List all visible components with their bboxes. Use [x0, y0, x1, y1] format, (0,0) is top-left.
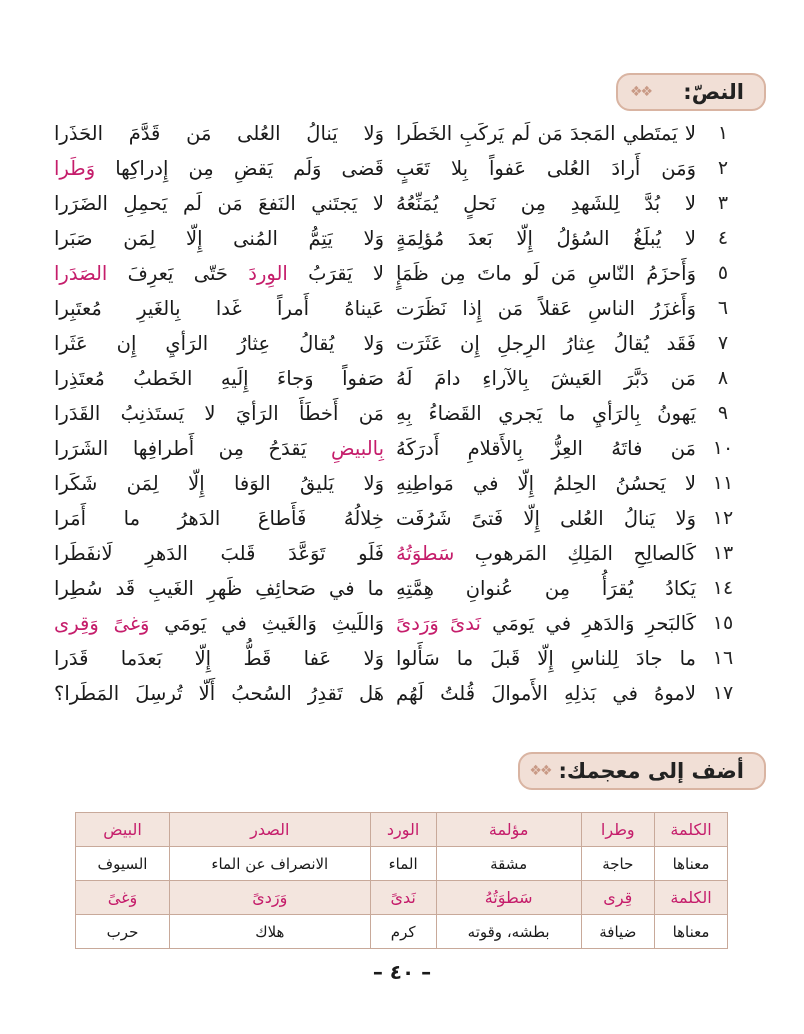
table-cell: قِرى — [581, 881, 654, 915]
second-hemistich — [54, 157, 384, 180]
poem-line — [0, 398, 804, 433]
ornament-icon: ❖❖ — [630, 84, 652, 100]
table-cell: سَطوَتُهُ — [436, 881, 581, 915]
highlighted-word: بِالبيضِ — [331, 437, 384, 460]
line-number: ١٦ — [712, 647, 734, 669]
page-number: – ٤٠ – — [372, 960, 432, 984]
second-hemistich: صَفواً وَجاءَ إِلَيهِ الخَطبُ مُعتَذِرا — [54, 367, 384, 390]
highlighted-word: وَطَرا — [54, 157, 96, 180]
line-number: ١٤ — [712, 577, 734, 599]
second-hemistich — [54, 262, 384, 285]
first-hemistich: لا يَمتَطي المَجدَ مَن لَم يَركَبِ الخَطَرا — [396, 122, 696, 145]
hemistich-text: وَاللَيثِ وَالغَيثِ في يَومَي — [149, 612, 384, 635]
first-hemistich: وَلا يَنالُ العُلى إِلّا فَتىً شَرُفَت — [396, 507, 696, 530]
table-cell: نَدىً — [370, 881, 436, 915]
poem-line — [0, 538, 804, 573]
poem-line — [0, 573, 804, 608]
poem-line — [0, 678, 804, 713]
table-cell: السيوف — [76, 847, 170, 881]
table-cell: الماء — [370, 847, 436, 881]
poem-line — [0, 433, 804, 468]
line-number: ١٢ — [712, 507, 734, 529]
table-row — [76, 915, 728, 949]
line-number: ٨ — [717, 367, 729, 389]
dictionary-section-title: أضف إلى معجمك: — [558, 759, 744, 783]
table-cell: الصدر — [170, 813, 371, 847]
poem-line — [0, 363, 804, 398]
table-row — [76, 847, 728, 881]
highlighted-word: وَغىً وَقِرى — [54, 612, 150, 635]
poem-line — [0, 468, 804, 503]
poem-line — [0, 643, 804, 678]
line-number: ٢ — [717, 157, 729, 179]
meaning-header: معناها — [655, 847, 728, 881]
second-hemistich: وَلا عَفا قَطُّ إِلّا بَعدَما قَدَرا — [54, 647, 384, 670]
table-cell: البيض — [76, 813, 170, 847]
table-row — [76, 881, 728, 915]
first-hemistich: يَهونُ بِالرَأيِ ما يَجري القَضاءُ بِهِ — [396, 402, 696, 425]
line-number: ١٠ — [712, 437, 734, 459]
second-hemistich: عَيناهُ أَمراً غَدا بِالغَيرِ مُعتَبِرا — [54, 297, 384, 320]
table-cell: مشقة — [436, 847, 581, 881]
first-hemistich: مَن فاتَهُ العِزُّ بِالأَقلامِ أَدرَكَهُ — [396, 437, 696, 460]
first-hemistich — [396, 612, 696, 635]
text-section-banner — [616, 73, 766, 111]
text-section-title: النصّ: — [683, 80, 744, 104]
second-hemistich: وَلا يُقالُ عِثارُ الرَأيِ إِن عَثَرا — [54, 332, 384, 355]
hemistich-text: حَتّى يَعرِفَ — [107, 262, 249, 285]
hemistich-text: قَضى وَلَم يَقضِ مِن إِدراكِها — [95, 157, 384, 180]
first-hemistich: مَن دَبَّرَ العَيشَ بِالآراءِ دامَ لَهُ — [396, 367, 696, 390]
second-hemistich — [54, 612, 384, 635]
first-hemistich: لاموهُ في بَذلِهِ الأَموالَ قُلتُ لَهُم — [396, 682, 696, 705]
poem-line — [0, 503, 804, 538]
second-hemistich: لا يَجتَني النَفعَ مَن لَم يَحمِلِ الضَرَرا — [54, 192, 384, 215]
poem-line — [0, 258, 804, 293]
dictionary-table — [75, 812, 728, 949]
first-hemistich: لا بُدَّ لِلشَهدِ مِن نَحلٍ يُمَنِّعُهُ — [396, 192, 696, 215]
second-hemistich — [54, 437, 384, 460]
line-number: ٥ — [717, 262, 729, 284]
first-hemistich: لا يَحسُنُ الحِلمُ إِلّا في مَواطِنِهِ — [396, 472, 696, 495]
table-cell: حرب — [76, 915, 170, 949]
word-header: الكلمة — [655, 881, 728, 915]
second-hemistich: وَلا يَنالُ العُلى مَن قَدَّمَ الحَذَرا — [54, 122, 384, 145]
word-header: الكلمة — [655, 813, 728, 847]
poem-line — [0, 223, 804, 258]
second-hemistich: فَلَو تَوَعَّدَ قَلبَ الدَهرِ لَانفَطَرا — [54, 542, 384, 565]
line-number: ٩ — [717, 402, 729, 424]
line-number: ١٣ — [712, 542, 734, 564]
table-cell: كرم — [370, 915, 436, 949]
second-hemistich: هَل تَقدِرُ السُحبُ أَلّا تُرسِلَ المَطَرا؟ — [54, 682, 384, 705]
first-hemistich: وَأَغزَرُ الناسِ عَقلاً مَن إِذا نَظَرَت — [396, 297, 696, 320]
line-number: ١١ — [712, 472, 734, 494]
hemistich-text: يَقدَحُ مِن أَطرافِها الشَرَرا — [54, 437, 332, 460]
line-number: ٦ — [717, 297, 729, 319]
first-hemistich: ما جادَ لِلناسِ إِلّا قَبلَ ما سَأَلوا — [396, 647, 696, 670]
poem-line — [0, 608, 804, 643]
line-number: ٤ — [717, 227, 729, 249]
hemistich-text: كَالصالِحِ المَلِكِ المَرهوبِ — [454, 542, 696, 565]
line-number: ١ — [717, 122, 729, 144]
second-hemistich: ما في صَحائِفِ ظَهرِ الغَيبِ قَد سُطِرا — [54, 577, 384, 600]
line-number: ١٥ — [712, 612, 734, 634]
second-hemistich: خِلالُهُ فَأَطاعَ الدَهرُ ما أَمَرا — [54, 507, 384, 530]
second-hemistich: مَن أَخطَأَ الرَأيَ لا يَستَذنِبُ القَدَرا — [54, 402, 384, 425]
hemistich-text: كَالبَحرِ وَالدَهرِ في يَومَي — [480, 612, 696, 635]
dictionary-section-banner — [518, 752, 766, 790]
highlighted-word: سَطوَتُهُ — [396, 542, 455, 565]
table-cell: وَغىً — [76, 881, 170, 915]
table-row — [76, 813, 728, 847]
poem-line — [0, 188, 804, 223]
line-number: ٧ — [717, 332, 729, 354]
ornament-icon: ❖❖ — [529, 763, 551, 779]
first-hemistich: وَمَن أَرادَ العُلى عَفواً بِلا تَعَبٍ — [396, 157, 696, 180]
first-hemistich: يَكادُ يُقرَأُ مِن عُنوانِ هِمَّتِهِ — [396, 577, 696, 600]
table-cell: بطشه، وقوته — [436, 915, 581, 949]
poem-line — [0, 118, 804, 153]
hemistich-text: لا يَقرَبُ — [287, 262, 384, 285]
poem-line — [0, 153, 804, 188]
highlighted-word: نَدىً وَرَدىً — [396, 612, 481, 635]
second-hemistich: وَلا يَتِمُّ المُنى إِلّا لِمَن صَبَرا — [54, 227, 384, 250]
line-number: ٣ — [717, 192, 729, 214]
table-cell: هلاك — [170, 915, 371, 949]
line-number: ١٧ — [712, 682, 734, 704]
table-cell: الانصراف عن الماء — [170, 847, 371, 881]
table-cell: مؤلمة — [436, 813, 581, 847]
poem-line — [0, 328, 804, 363]
table-cell: الورد — [370, 813, 436, 847]
poem-line — [0, 293, 804, 328]
highlighted-word: الصَدَرا — [54, 262, 108, 285]
first-hemistich: فَقَد يُقالُ عِثارُ الرِجلِ إِن عَثَرَت — [396, 332, 696, 355]
table-cell: وَرَدىً — [170, 881, 371, 915]
first-hemistich: لا يُبلَغُ السُؤلُ إِلّا بَعدَ مُؤلِمَةٍ — [396, 227, 696, 250]
meaning-header: معناها — [655, 915, 728, 949]
highlighted-word: الوِردَ — [248, 262, 288, 285]
first-hemistich: وَأَحزَمُ النّاسِ مَن لَو ماتَ مِن ظَمَإٍ — [396, 262, 696, 285]
table-cell: وطرا — [581, 813, 654, 847]
table-cell: حاجة — [581, 847, 654, 881]
first-hemistich — [396, 542, 696, 565]
second-hemistich: وَلا يَليقُ الوَفا إِلّا لِمَن شَكَرا — [54, 472, 384, 495]
table-cell: ضيافة — [581, 915, 654, 949]
